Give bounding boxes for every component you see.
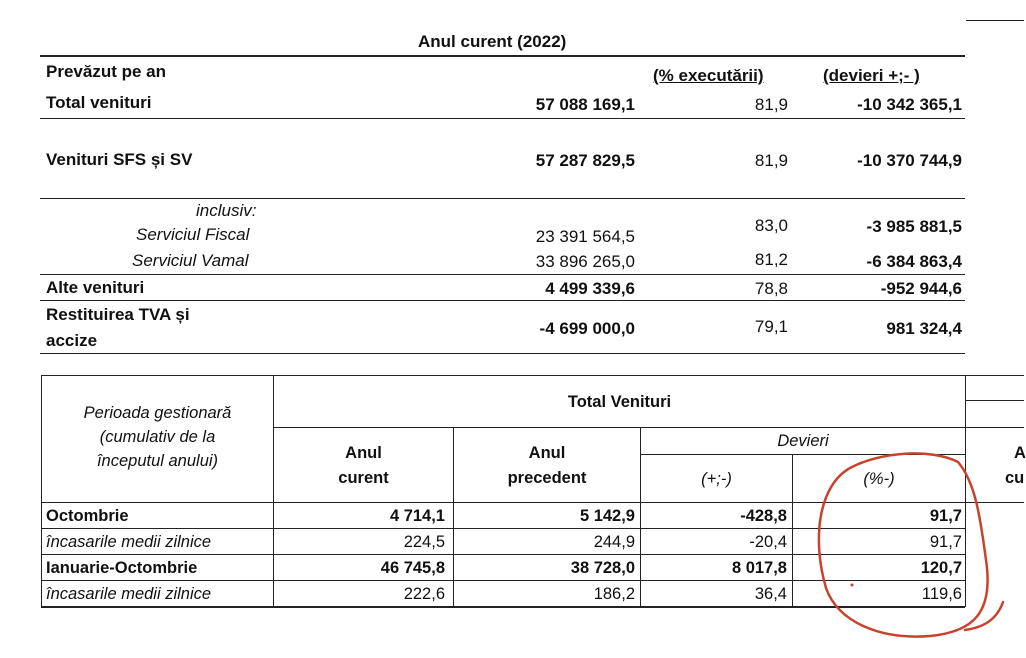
divider	[40, 300, 965, 301]
row-value: 57 088 169,1	[535, 95, 635, 114]
dev-abs-header: (+;-)	[701, 470, 732, 488]
table-cell-precedent: 38 728,0	[570, 559, 635, 577]
dev-pct-header: (%-)	[863, 470, 895, 488]
table-row-label: Ianuarie-Octombrie	[46, 559, 198, 577]
divider	[640, 454, 965, 455]
row-pct: 81,9	[754, 151, 788, 170]
table-cell-abs: 36,4	[754, 585, 787, 603]
row-pct: 81,2	[754, 250, 788, 269]
table-row-label: încasarile medii zilnice	[46, 585, 212, 603]
col-precedent-line2: precedent	[507, 469, 587, 487]
row-label: Serviciul Fiscal	[136, 225, 250, 244]
divider	[966, 20, 1024, 21]
divider	[40, 274, 965, 275]
divider	[40, 55, 965, 57]
table-title: Anul curent (2022)	[418, 32, 567, 51]
row-label: Serviciul Vamal	[132, 251, 249, 270]
row-pct: 78,8	[754, 279, 788, 298]
divider	[41, 580, 965, 581]
table-cell-abs: -20,4	[749, 533, 787, 551]
table-cell-curent: 4 714,1	[389, 507, 445, 525]
table-cell-precedent: 5 142,9	[579, 507, 635, 525]
divider	[40, 353, 965, 354]
row-dev: -3 985 881,5	[866, 217, 962, 236]
devieri-header: Devieri	[777, 432, 829, 450]
divider	[273, 427, 1024, 428]
table-row-label: încasarile medii zilnice	[46, 533, 212, 551]
row-label: Total venituri	[46, 93, 152, 112]
table-cell-curent: 222,6	[403, 585, 445, 603]
divider	[41, 554, 965, 555]
row-label-cont: accize	[46, 331, 98, 350]
row-pct: 83,0	[754, 216, 788, 235]
divider	[41, 502, 1024, 503]
table-cell-pct: 120,7	[920, 559, 962, 577]
table-cell-pct: 91,7	[929, 507, 962, 525]
row-dev: -10 342 365,1	[857, 95, 962, 114]
col-curent-line1: Anul	[345, 444, 382, 462]
col-header-pct: (% executării)	[653, 66, 764, 85]
row-value: 57 287 829,5	[535, 151, 635, 170]
row-dev: -6 384 863,4	[866, 252, 962, 271]
row-pct: 79,1	[754, 317, 788, 336]
table-cell-abs: -428,8	[740, 507, 787, 525]
period-header-line2: (cumulativ de la	[99, 428, 216, 446]
row-label: Restituirea TVA și	[46, 305, 190, 324]
table-cell-curent: 224,5	[403, 533, 445, 551]
total-venituri-header: Total Venituri	[567, 393, 672, 411]
table-cell-abs: 8 017,8	[731, 559, 787, 577]
row-pct: 81,9	[754, 95, 788, 114]
row-label: Alte venituri	[46, 278, 145, 297]
inclusiv-label: inclusiv:	[196, 201, 257, 220]
row-value: -4 699 000,0	[539, 319, 635, 338]
row-header-label: Prevăzut pe an	[46, 62, 166, 81]
table-cell-precedent: 244,9	[593, 533, 635, 551]
divider	[640, 427, 641, 607]
row-value: 33 896 265,0	[535, 252, 635, 271]
col-curent-line2: curent	[338, 469, 389, 487]
divider	[965, 375, 966, 607]
table-cell-pct: 119,6	[921, 585, 962, 603]
divider	[41, 375, 1024, 376]
row-dev: 981 324,4	[886, 319, 962, 338]
table-cell-pct: 91,7	[929, 533, 962, 551]
divider	[41, 606, 965, 608]
col-precedent-line1: Anul	[528, 444, 566, 462]
divider	[40, 198, 965, 199]
period-header-line3: începutul anului)	[96, 452, 219, 470]
divider	[40, 118, 965, 119]
row-dev: -952 944,6	[880, 279, 962, 298]
period-header-line1: Perioada gestionară	[83, 404, 232, 422]
cut-column-header-2: cu	[1005, 469, 1025, 487]
row-label: Venituri SFS și SV	[46, 150, 193, 169]
col-header-dev: (devieri +;- )	[823, 66, 920, 85]
cut-column-header-1: A	[1014, 444, 1026, 462]
divider	[41, 528, 965, 529]
row-dev: -10 370 744,9	[857, 151, 962, 170]
row-value: 23 391 564,5	[535, 227, 635, 246]
row-value: 4 499 339,6	[545, 279, 635, 298]
table-cell-precedent: 186,2	[593, 585, 635, 603]
table-row-label: Octombrie	[46, 507, 129, 525]
table-cell-curent: 46 745,8	[380, 559, 445, 577]
divider	[966, 400, 1024, 401]
